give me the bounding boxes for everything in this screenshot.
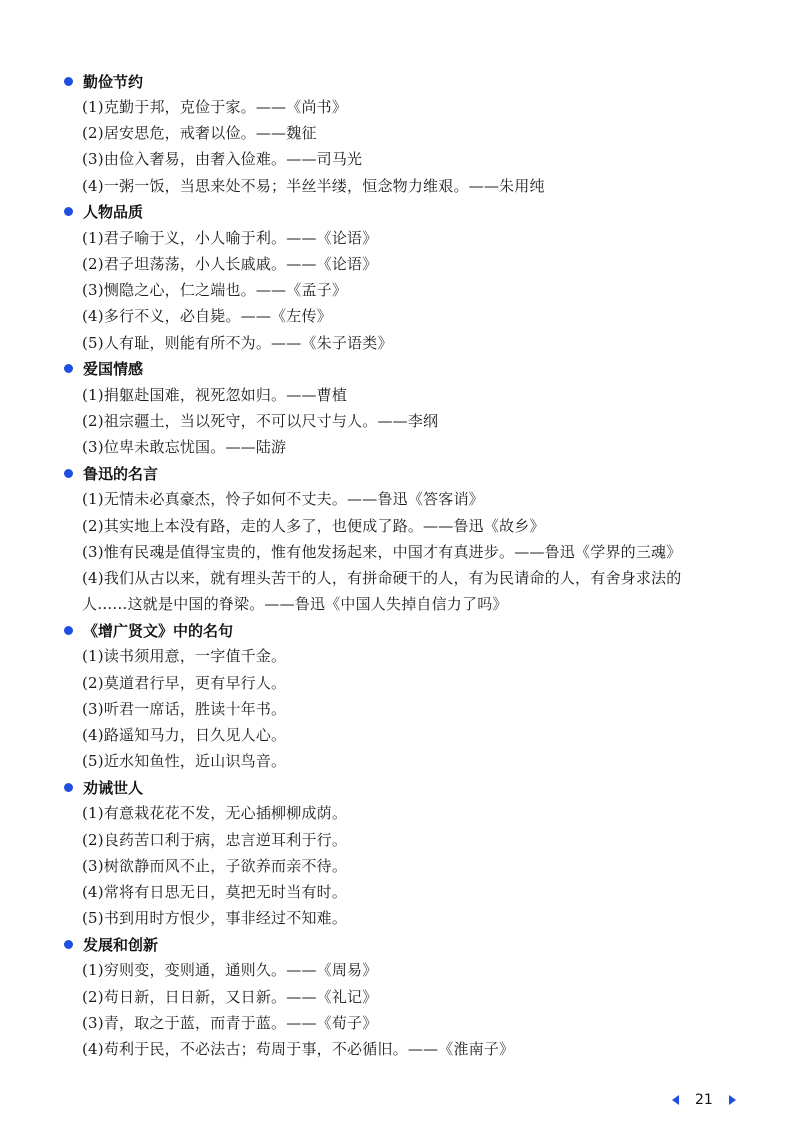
bullet-dot-icon (64, 207, 73, 216)
section-title: 《增广贤文》中的名句 (83, 621, 234, 640)
section-title: 鲁迅的名言 (83, 464, 159, 483)
quote-item: (4)我们从古以来，就有埋头苦干的人，有拼命硬干的人，有为民请命的人，有舍身求法的 (82, 569, 682, 588)
page-number: 21 (695, 1092, 713, 1108)
quote-item: (5)人有耻，则能有所不为。——《朱子语类》 (82, 333, 393, 352)
quote-item: (1)有意栽花花不发，无心插柳柳成荫。 (82, 804, 348, 823)
section-heading (60, 460, 760, 486)
section-heading (60, 774, 760, 800)
section-title: 爱国情感 (83, 360, 144, 379)
quote-item: (1)君子喻于义，小人喻于利。——《论语》 (82, 228, 378, 247)
quote-item: (1)克勤于邦，克俭于家。——《尚书》 (82, 98, 348, 116)
quote-item: (1)无情未必真豪杰，怜子如何不丈夫。——鲁迅《答客诮》 (82, 490, 484, 509)
quote-item: (5)书到用时方恨少，事非经过不知难。 (82, 909, 348, 928)
section-character (60, 199, 760, 356)
quote-item: (2)其实地上本没有路，走的人多了，也便成了路。——鲁迅《故乡》 (82, 516, 545, 535)
bullet-dot-icon (64, 783, 73, 792)
quote-item: (3)恻隐之心，仁之端也。——《孟子》 (82, 281, 348, 300)
section-luxun (60, 460, 760, 617)
page-footer (672, 1092, 736, 1108)
quote-item: (2)祖宗疆土，当以死守，不可以尺寸与人。——李纲 (82, 412, 439, 431)
quote-item: (4)路遥知马力，日久见人心。 (82, 726, 287, 745)
section-heading (60, 199, 760, 225)
section-heading (60, 356, 760, 382)
section-frugality (60, 68, 760, 199)
bullet-dot-icon (64, 77, 73, 86)
prev-page-triangle-icon[interactable] (672, 1095, 679, 1105)
quote-item: (5)近水知鱼性，近山识鸟音。 (82, 752, 287, 771)
section-patriotism (60, 356, 760, 461)
quote-item: (1)读书须用意，一字值千金。 (82, 647, 287, 666)
bullet-dot-icon (64, 364, 73, 373)
quote-item: (2)居安思危，戒奢以俭。——魏征 (82, 124, 317, 143)
document-body (60, 68, 760, 1062)
quote-item: (2)莫道君行早，更有早行人。 (82, 673, 287, 692)
quote-item: (2)君子坦荡荡，小人长戚戚。——《论语》 (82, 255, 378, 274)
quote-item: (4)常将有日思无日，莫把无时当有时。 (82, 883, 348, 902)
quote-item: (3)青，取之于蓝，而青于蓝。——《荀子》 (82, 1013, 378, 1032)
section-title: 发展和创新 (83, 935, 159, 954)
section-zengguang (60, 617, 760, 774)
next-page-triangle-icon[interactable] (729, 1095, 736, 1105)
quote-item: (4)多行不义，必自毙。——《左传》 (82, 307, 332, 326)
quote-item: (1)穷则变，变则通，通则久。——《周易》 (82, 961, 378, 980)
bullet-dot-icon (64, 626, 73, 635)
bullet-dot-icon (64, 469, 73, 478)
section-heading (60, 617, 760, 643)
section-admonition (60, 774, 760, 931)
section-title: 劝诫世人 (83, 778, 144, 797)
quote-item: (3)由俭入奢易，由奢入俭难。——司马光 (82, 150, 363, 169)
section-heading (60, 931, 760, 957)
section-heading (60, 68, 760, 94)
quote-item: (4)一粥一饭，当思来处不易；半丝半缕，恒念物力维艰。——朱用纯 (82, 176, 545, 195)
quote-item: (3)树欲静而风不止，子欲养而亲不待。 (82, 856, 348, 875)
section-innovation (60, 931, 760, 1062)
quote-item-continuation: 人……这就是中国的脊梁。——鲁迅《中国人失掉自信力了吗》 (82, 595, 508, 614)
section-title: 人物品质 (83, 203, 144, 222)
quote-item: (3)惟有民魂是值得宝贵的，惟有他发扬起来，中国才有真进步。——鲁迅《学界的三魂》 (82, 542, 682, 561)
quote-item: (2)苟日新，日日新，又日新。——《礼记》 (82, 987, 378, 1006)
quote-item: (2)良药苦口利于病，忠言逆耳利于行。 (82, 830, 348, 849)
section-title: 勤俭节约 (83, 72, 144, 91)
quote-item: (1)捐躯赴国难，视死忽如归。——曹植 (82, 385, 348, 404)
quote-item: (3)听君一席话，胜读十年书。 (82, 699, 287, 718)
bullet-dot-icon (64, 940, 73, 949)
quote-item: (3)位卑未敢忘忧国。——陆游 (82, 438, 287, 457)
quote-item: (4)苟利于民，不必法古；苟周于事，不必循旧。——《淮南子》 (82, 1040, 515, 1059)
